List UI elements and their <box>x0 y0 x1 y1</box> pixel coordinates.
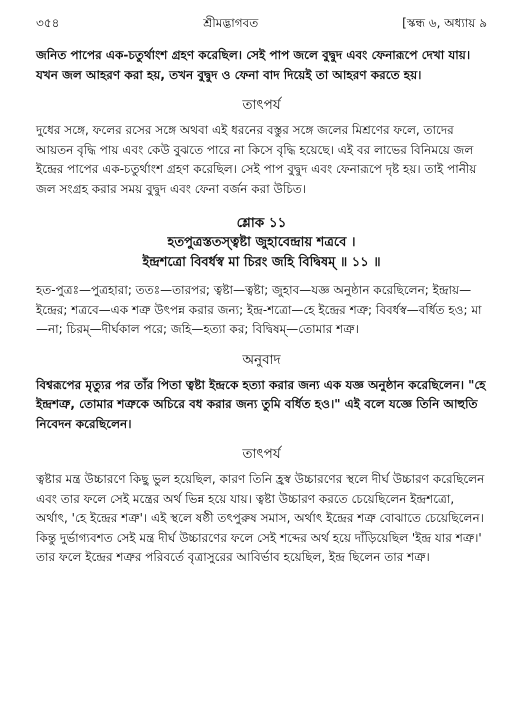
verse-number: শ্লোক ১১ <box>236 215 287 231</box>
page-number: ৩৫৪ <box>36 16 60 30</box>
verse-line-1: হতপুত্রস্ততস্ত্বষ্টা জুহাবেন্দ্রায় শত্রবে । <box>167 235 356 250</box>
book-title: শ্রীমদ্ভাগবত <box>203 16 259 30</box>
purport-text-2: ত্বষ্টার মন্ত্র উচ্চারণে কিছু ভুল হয়েছিল, কারণ তিনি হ্রস্ব উচ্চারণের স্থলে দীর্ঘ উচ্চারণ করেছিলেন এবং তার ফলে সেই মন্ত্রের অর্থ ভিন্ন হয়ে যায়। ত্বষ্টা উচ্চারণ করতে চেয়েছিলেন ইন্দ্রশত্রো, অর্থাৎ, 'হে ইন্দ্রের শত্রু'। এই স্থলে ষষ্ঠী তৎপুরুষ সমাস, অর্থাৎ ইন্দ্রের শত্রু বোঝাতে চেয়েছিলেন। কিন্তু দুর্ভাগ্যবশত সেই মন্ত্র দীর্ঘ উচ্চারণের ফলে সেই শব্দের অর্থ হয়ে দাঁড়িয়েছিল 'ইন্দ্র যার শত্রু।' তার ফলে ইন্দ্রের শত্রুর পরিবর্তে বৃত্রাসুরের আবির্ভাব হয়েছিল, ইন্দ্র ছিলেন তার শত্রু। <box>36 472 485 564</box>
translation-text: বিশ্বরূপের মৃত্যুর পর তাঁর পিতা ত্বষ্টা ইন্দ্রকে হত্যা করার জন্য এক যজ্ঞ অনুষ্ঠান করেছিলেন। "হে ইন্দ্রশত্রু, তোমার শত্রুকে অচিরে বধ করার জন্য তুমি বর্ধিত হও।" এই বলে যজ্ঞে তিনি আহুতি নিবেদন করেছিলেন। <box>36 377 486 431</box>
purport-heading-2: তাৎপর্য <box>242 446 281 462</box>
canto-chapter: [স্কন্ধ ৬, অধ্যায় ৯ <box>402 16 487 30</box>
verse-line-2: ইন্দ্রশত্রো বিবর্ধস্ব মা চিরং জহি বিদ্বিষম্‌ ॥ ১১ ॥ <box>142 255 381 270</box>
page-header <box>36 14 487 36</box>
synonyms: হত-পুত্রঃ—পুত্রহারা; ততঃ—তারপর; ত্বষ্টা—ত্বষ্টা; জুহাব—যজ্ঞ অনুষ্ঠান করেছিলেন; ইন্দ্রায়—ইন্দ্রের; শত্রবে—এক শত্রু উৎপন্ন করার জন্য; ইন্দ্র-শত্রো—হে ইন্দ্রের শত্রু; বিবর্ধস্ব—বর্ধিত হও; মা—না; চিরম্‌—দীর্ঘকাল পরে; জহি—হত্যা কর; বিদ্বিষম্‌—তোমার শত্রু। <box>36 283 482 336</box>
purport-heading-1: তাৎপর্য <box>242 97 281 113</box>
intro-paragraph: জনিত পাপের এক-চতুর্থাংশ গ্রহণ করেছিল। সেই পাপ জলে বুদ্বুদ এবং ফেনারূপে দেখা যায়। যখন জল আহরণ করা হয়, তখন বুদ্বুদ ও ফেনা বাদ দিয়েই তা আহরণ করতে হয়। <box>36 48 471 82</box>
purport-text-1: দুধের সঙ্গে, ফলের রসের সঙ্গে অথবা এই ধরনের বস্তুর সঙ্গে জলের মিশ্রণের ফলে, তাদের আয়তন বৃদ্ধি পায় এবং কেউ বুঝতে পারে না কিসে বৃদ্ধি হয়েছে। এই বর লাভের বিনিময়ে জল ইন্দ্রের পাপের এক-চতুর্থাংশ গ্রহণ করেছিল। সেই পাপ বুদ্বুদ এবং ফেনারূপে দৃষ্ট হয়। তাই পানীয় জল সংগ্রহ করার সময় বুদ্বুদ এবং ফেনা বর্জন করা উচিত। <box>36 123 477 196</box>
translation-heading: অনুবাদ <box>242 351 281 368</box>
